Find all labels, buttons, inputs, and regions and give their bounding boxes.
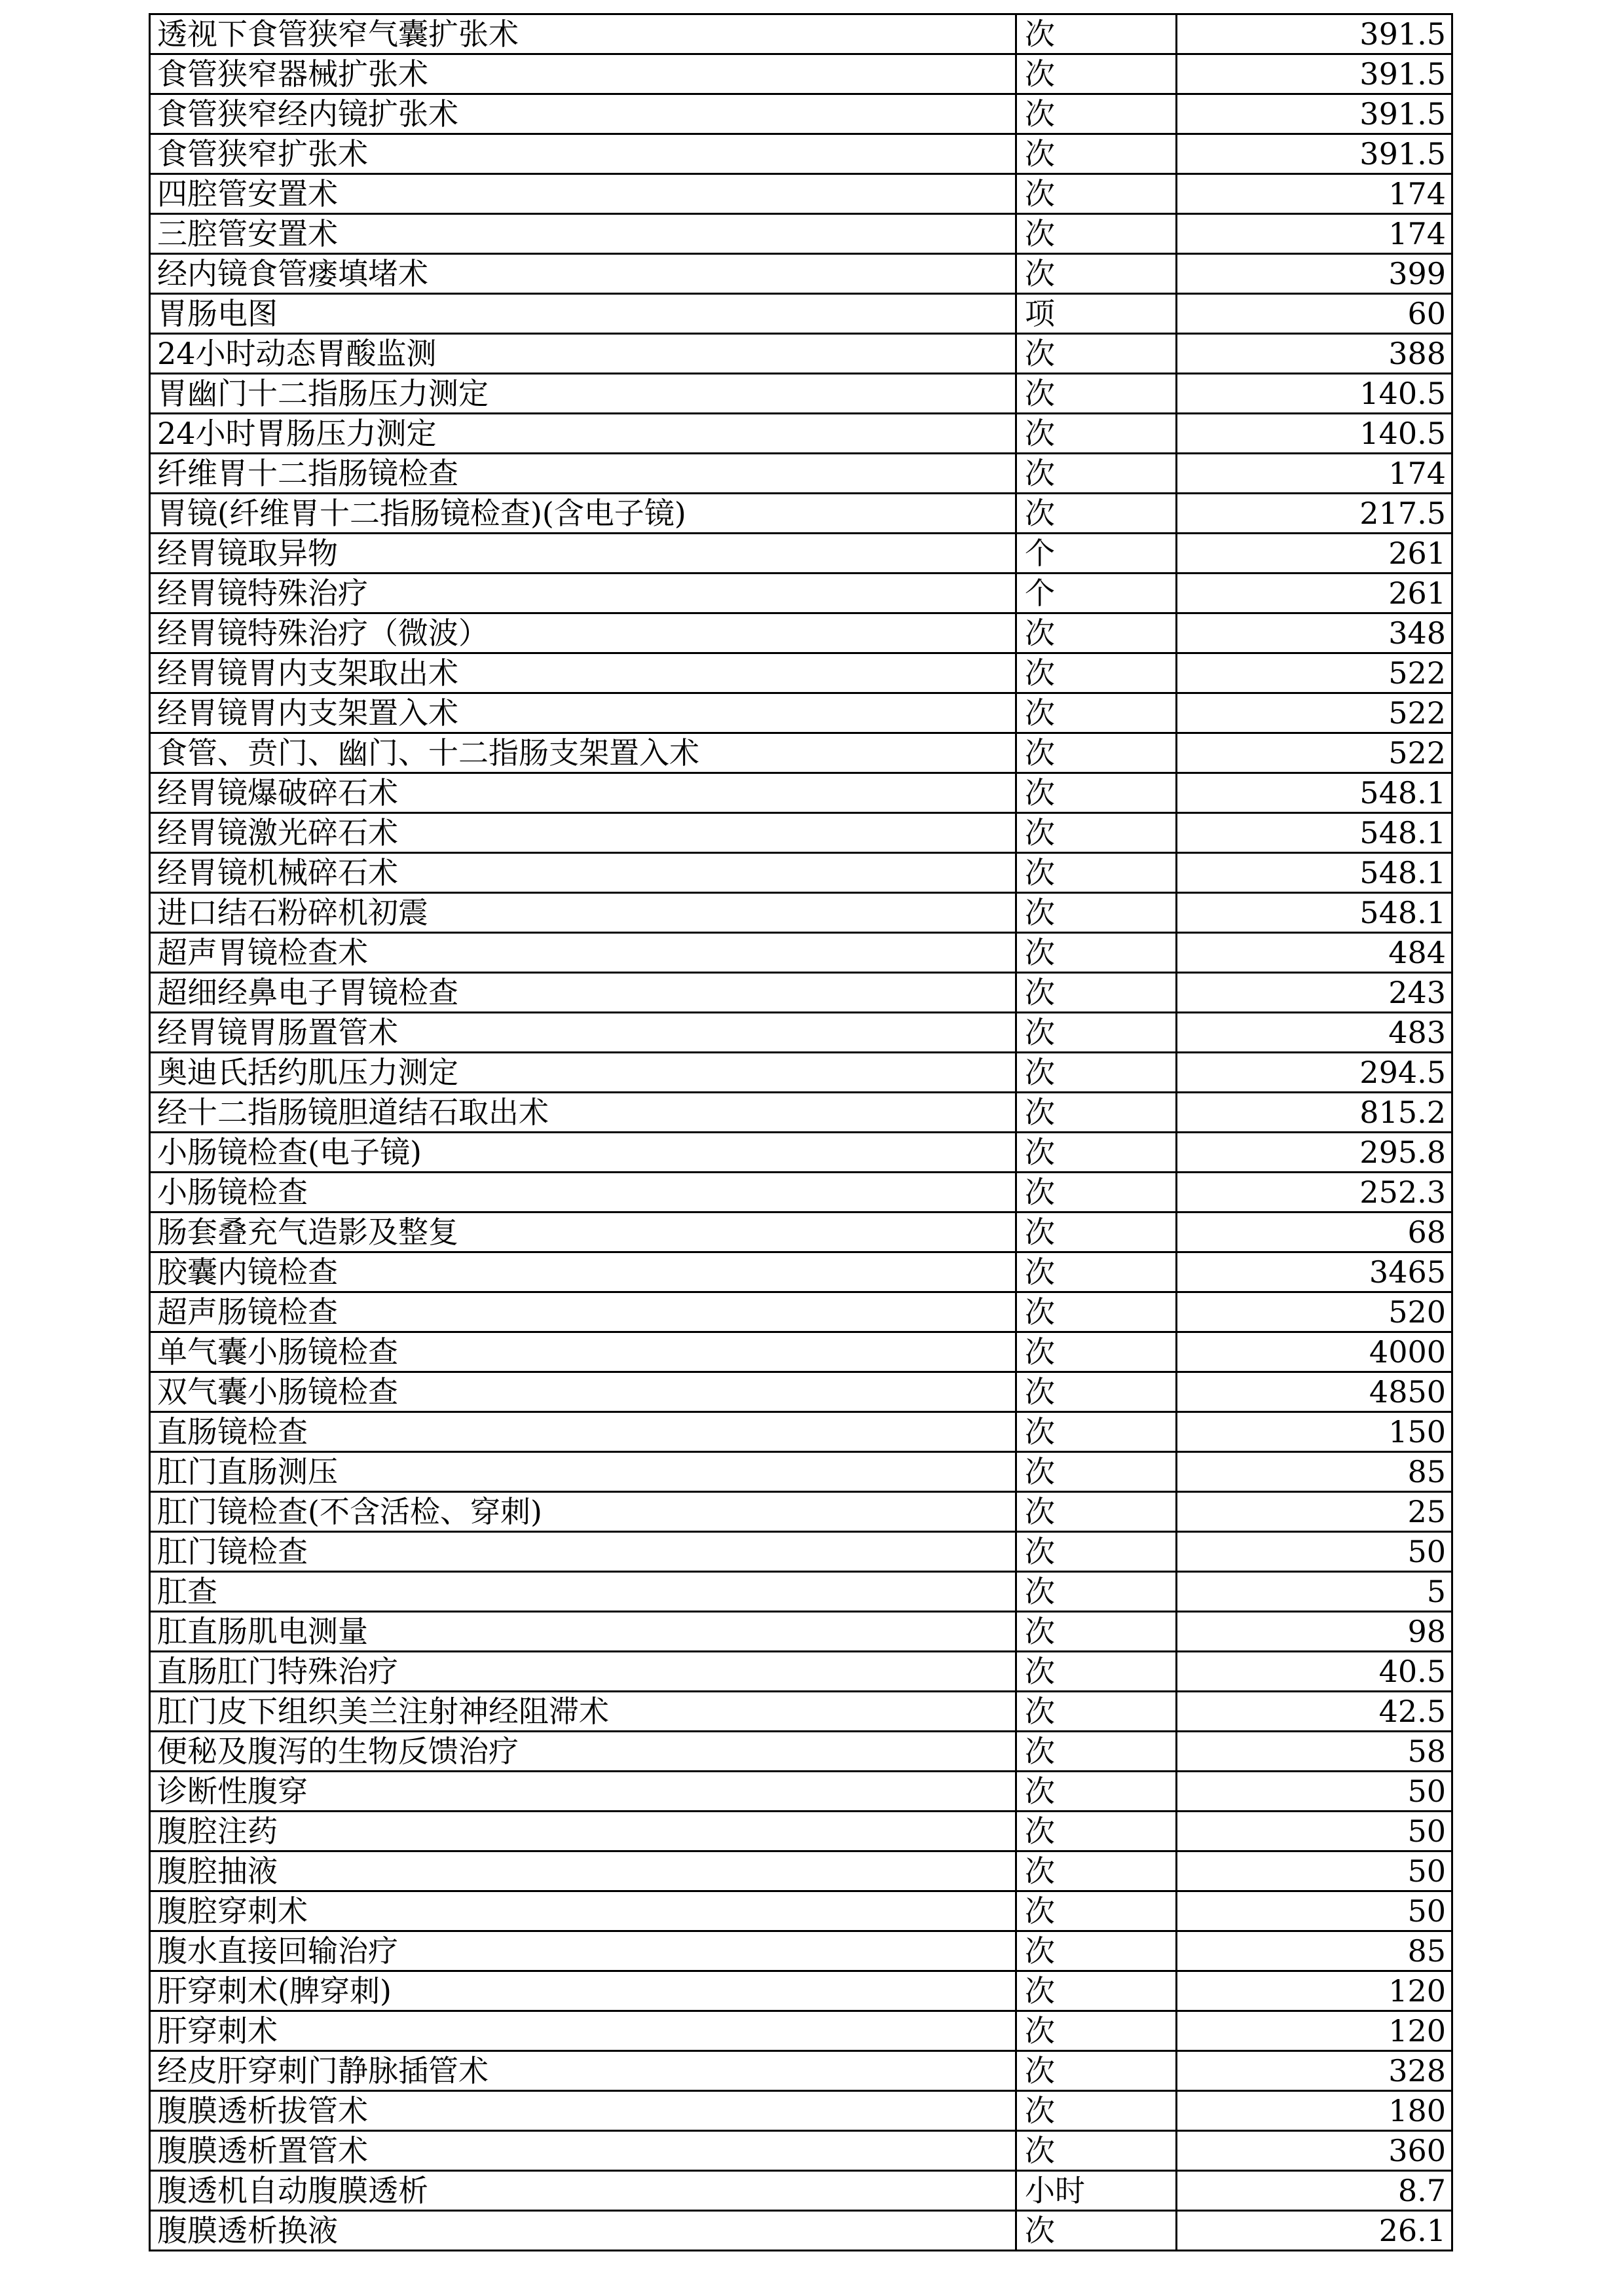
unit-cell: 次: [1016, 334, 1177, 374]
item-name-cell: 24小时胃肠压力测定: [150, 414, 1016, 454]
table-row: [150, 214, 1452, 254]
price-cell: 295.8: [1177, 1133, 1452, 1173]
price-cell: 388: [1177, 334, 1452, 374]
item-name-cell: 经胃镜激光碎石术: [150, 813, 1016, 853]
unit-cell: 次: [1016, 1732, 1177, 1772]
unit-cell: 次: [1016, 1652, 1177, 1692]
item-name-cell: 肠套叠充气造影及整复: [150, 1212, 1016, 1252]
item-name-cell: 肛门镜检查(不含活检、穿刺): [150, 1492, 1016, 1532]
unit-cell: 次: [1016, 1772, 1177, 1812]
unit-cell: 次: [1016, 2131, 1177, 2171]
table-row: [150, 454, 1452, 494]
item-name-cell: 便秘及腹泻的生物反馈治疗: [150, 1732, 1016, 1772]
table-row: [150, 254, 1452, 294]
unit-cell: 次: [1016, 2211, 1177, 2251]
table-row: [150, 1292, 1452, 1332]
unit-cell: 次: [1016, 1013, 1177, 1053]
table-row: [150, 294, 1452, 334]
item-name-cell: 经胃镜胃肠置管术: [150, 1013, 1016, 1053]
item-name-cell: 食管狭窄器械扩张术: [150, 54, 1016, 94]
unit-cell: 次: [1016, 933, 1177, 973]
table-body: [150, 14, 1452, 2251]
table-row: [150, 613, 1452, 653]
unit-cell: 次: [1016, 174, 1177, 214]
item-name-cell: 肝穿刺术: [150, 2011, 1016, 2051]
price-cell: 815.2: [1177, 1093, 1452, 1133]
item-name-cell: 奥迪氏括约肌压力测定: [150, 1053, 1016, 1093]
unit-cell: 次: [1016, 1292, 1177, 1332]
price-cell: 40.5: [1177, 1652, 1452, 1692]
price-cell: 399: [1177, 254, 1452, 294]
item-name-cell: 经胃镜胃内支架取出术: [150, 653, 1016, 693]
unit-cell: 次: [1016, 1692, 1177, 1732]
price-cell: 391.5: [1177, 54, 1452, 94]
table-row: [150, 2011, 1452, 2051]
unit-cell: 次: [1016, 1492, 1177, 1532]
table-row: [150, 1572, 1452, 1612]
table-row: [150, 2091, 1452, 2131]
item-name-cell: 超声肠镜检查: [150, 1292, 1016, 1332]
price-cell: 217.5: [1177, 494, 1452, 534]
price-table: [149, 13, 1453, 2251]
item-name-cell: 单气囊小肠镜检查: [150, 1332, 1016, 1372]
price-cell: 522: [1177, 693, 1452, 733]
price-cell: 120: [1177, 2011, 1452, 2051]
item-name-cell: 腹腔穿刺术: [150, 1891, 1016, 1931]
table-row: [150, 1971, 1452, 2011]
table-row: [150, 893, 1452, 933]
unit-cell: 次: [1016, 693, 1177, 733]
price-cell: 85: [1177, 1931, 1452, 1971]
table-row: [150, 1053, 1452, 1093]
unit-cell: 次: [1016, 1332, 1177, 1372]
unit-cell: 次: [1016, 1572, 1177, 1612]
item-name-cell: 肛门皮下组织美兰注射神经阻滞术: [150, 1692, 1016, 1732]
table-row: [150, 1772, 1452, 1812]
price-cell: 174: [1177, 214, 1452, 254]
price-cell: 50: [1177, 1851, 1452, 1891]
table-row: [150, 1412, 1452, 1452]
price-cell: 50: [1177, 1812, 1452, 1851]
table-row: [150, 813, 1452, 853]
price-cell: 243: [1177, 973, 1452, 1013]
unit-cell: 次: [1016, 733, 1177, 773]
unit-cell: 次: [1016, 1053, 1177, 1093]
table-row: [150, 174, 1452, 214]
table-row: [150, 574, 1452, 613]
table-row: [150, 2171, 1452, 2211]
unit-cell: 次: [1016, 1452, 1177, 1492]
unit-cell: 项: [1016, 294, 1177, 334]
price-cell: 85: [1177, 1452, 1452, 1492]
item-name-cell: 双气囊小肠镜检查: [150, 1372, 1016, 1412]
price-cell: 391.5: [1177, 94, 1452, 134]
price-cell: 522: [1177, 653, 1452, 693]
price-cell: 98: [1177, 1612, 1452, 1652]
table-row: [150, 1252, 1452, 1292]
item-name-cell: 小肠镜检查: [150, 1173, 1016, 1212]
price-cell: 68: [1177, 1212, 1452, 1252]
table-row: [150, 693, 1452, 733]
table-row: [150, 973, 1452, 1013]
table-row: [150, 1452, 1452, 1492]
unit-cell: 次: [1016, 813, 1177, 853]
unit-cell: 次: [1016, 2011, 1177, 2051]
unit-cell: 次: [1016, 1812, 1177, 1851]
price-cell: 483: [1177, 1013, 1452, 1053]
item-name-cell: 腹膜透析拔管术: [150, 2091, 1016, 2131]
table-row: [150, 1812, 1452, 1851]
item-name-cell: 直肠肛门特殊治疗: [150, 1652, 1016, 1692]
price-cell: 58: [1177, 1732, 1452, 1772]
price-cell: 328: [1177, 2051, 1452, 2091]
price-cell: 5: [1177, 1572, 1452, 1612]
unit-cell: 次: [1016, 1372, 1177, 1412]
table-row: [150, 2131, 1452, 2171]
table-row: [150, 853, 1452, 893]
price-cell: 180: [1177, 2091, 1452, 2131]
unit-cell: 次: [1016, 214, 1177, 254]
price-cell: 140.5: [1177, 414, 1452, 454]
price-cell: 50: [1177, 1891, 1452, 1931]
price-cell: 548.1: [1177, 813, 1452, 853]
item-name-cell: 经胃镜机械碎石术: [150, 853, 1016, 893]
item-name-cell: 肛门直肠测压: [150, 1452, 1016, 1492]
table-row: [150, 1093, 1452, 1133]
price-cell: 484: [1177, 933, 1452, 973]
table-row: [150, 2051, 1452, 2091]
item-name-cell: 肛门镜检查: [150, 1532, 1016, 1572]
unit-cell: 次: [1016, 1612, 1177, 1652]
item-name-cell: 胶囊内镜检查: [150, 1252, 1016, 1292]
item-name-cell: 经胃镜特殊治疗: [150, 574, 1016, 613]
item-name-cell: 直肠镜检查: [150, 1412, 1016, 1452]
unit-cell: 次: [1016, 1412, 1177, 1452]
item-name-cell: 食管狭窄经内镜扩张术: [150, 94, 1016, 134]
unit-cell: 次: [1016, 14, 1177, 54]
item-name-cell: 胃镜(纤维胃十二指肠镜检查)(含电子镜): [150, 494, 1016, 534]
table-row: [150, 1931, 1452, 1971]
price-cell: 548.1: [1177, 773, 1452, 813]
price-cell: 520: [1177, 1292, 1452, 1332]
table-row: [150, 1891, 1452, 1931]
price-cell: 8.7: [1177, 2171, 1452, 2211]
unit-cell: 次: [1016, 893, 1177, 933]
unit-cell: 次: [1016, 1532, 1177, 1572]
price-cell: 391.5: [1177, 14, 1452, 54]
table-row: [150, 1692, 1452, 1732]
table-row: [150, 14, 1452, 54]
item-name-cell: 肛查: [150, 1572, 1016, 1612]
table-row: [150, 933, 1452, 973]
price-cell: 261: [1177, 534, 1452, 574]
unit-cell: 次: [1016, 1891, 1177, 1931]
unit-cell: 次: [1016, 254, 1177, 294]
item-name-cell: 24小时动态胃酸监测: [150, 334, 1016, 374]
price-cell: 360: [1177, 2131, 1452, 2171]
item-name-cell: 肛直肠肌电测量: [150, 1612, 1016, 1652]
table-row: [150, 1133, 1452, 1173]
unit-cell: 次: [1016, 414, 1177, 454]
table-row: [150, 1173, 1452, 1212]
item-name-cell: 诊断性腹穿: [150, 1772, 1016, 1812]
table-row: [150, 374, 1452, 414]
price-cell: 548.1: [1177, 853, 1452, 893]
item-name-cell: 纤维胃十二指肠镜检查: [150, 454, 1016, 494]
unit-cell: 次: [1016, 1931, 1177, 1971]
table-row: [150, 494, 1452, 534]
unit-cell: 次: [1016, 1851, 1177, 1891]
table-row: [150, 134, 1452, 174]
item-name-cell: 经胃镜胃内支架置入术: [150, 693, 1016, 733]
price-cell: 25: [1177, 1492, 1452, 1532]
table-row: [150, 94, 1452, 134]
price-cell: 4000: [1177, 1332, 1452, 1372]
unit-cell: 个: [1016, 574, 1177, 613]
price-cell: 252.3: [1177, 1173, 1452, 1212]
unit-cell: 次: [1016, 1252, 1177, 1292]
item-name-cell: 超声胃镜检查术: [150, 933, 1016, 973]
unit-cell: 次: [1016, 613, 1177, 653]
item-name-cell: 进口结石粉碎机初震: [150, 893, 1016, 933]
item-name-cell: 腹透机自动腹膜透析: [150, 2171, 1016, 2211]
price-cell: 548.1: [1177, 893, 1452, 933]
price-cell: 174: [1177, 454, 1452, 494]
price-cell: 294.5: [1177, 1053, 1452, 1093]
unit-cell: 次: [1016, 653, 1177, 693]
unit-cell: 次: [1016, 853, 1177, 893]
item-name-cell: 经内镜食管瘘填堵术: [150, 254, 1016, 294]
unit-cell: 次: [1016, 54, 1177, 94]
table-row: [150, 1332, 1452, 1372]
price-cell: 261: [1177, 574, 1452, 613]
table-row: [150, 1372, 1452, 1412]
item-name-cell: 胃幽门十二指肠压力测定: [150, 374, 1016, 414]
item-name-cell: 四腔管安置术: [150, 174, 1016, 214]
price-cell: 26.1: [1177, 2211, 1452, 2251]
item-name-cell: 腹腔注药: [150, 1812, 1016, 1851]
price-cell: 50: [1177, 1772, 1452, 1812]
table-row: [150, 414, 1452, 454]
table-row: [150, 2211, 1452, 2251]
price-cell: 391.5: [1177, 134, 1452, 174]
item-name-cell: 超细经鼻电子胃镜检查: [150, 973, 1016, 1013]
unit-cell: 次: [1016, 454, 1177, 494]
item-name-cell: 肝穿刺术(脾穿刺): [150, 1971, 1016, 2011]
item-name-cell: 经胃镜特殊治疗（微波）: [150, 613, 1016, 653]
table-row: [150, 334, 1452, 374]
item-name-cell: 经胃镜爆破碎石术: [150, 773, 1016, 813]
item-name-cell: 经胃镜取异物: [150, 534, 1016, 574]
unit-cell: 次: [1016, 1173, 1177, 1212]
unit-cell: 次: [1016, 2051, 1177, 2091]
price-cell: 3465: [1177, 1252, 1452, 1292]
item-name-cell: 腹膜透析置管术: [150, 2131, 1016, 2171]
item-name-cell: 经皮肝穿刺门静脉插管术: [150, 2051, 1016, 2091]
price-cell: 4850: [1177, 1372, 1452, 1412]
unit-cell: 次: [1016, 1212, 1177, 1252]
table-row: [150, 653, 1452, 693]
item-name-cell: 胃肠电图: [150, 294, 1016, 334]
item-name-cell: 食管、贲门、幽门、十二指肠支架置入术: [150, 733, 1016, 773]
price-cell: 42.5: [1177, 1692, 1452, 1732]
table-row: [150, 733, 1452, 773]
table-row: [150, 1212, 1452, 1252]
unit-cell: 次: [1016, 2091, 1177, 2131]
table-row: [150, 1532, 1452, 1572]
unit-cell: 次: [1016, 134, 1177, 174]
table-row: [150, 1013, 1452, 1053]
table-row: [150, 1492, 1452, 1532]
table-row: [150, 534, 1452, 574]
price-cell: 522: [1177, 733, 1452, 773]
unit-cell: 个: [1016, 534, 1177, 574]
price-cell: 60: [1177, 294, 1452, 334]
unit-cell: 次: [1016, 94, 1177, 134]
item-name-cell: 小肠镜检查(电子镜): [150, 1133, 1016, 1173]
table-row: [150, 1612, 1452, 1652]
item-name-cell: 透视下食管狭窄气囊扩张术: [150, 14, 1016, 54]
table-row: [150, 1652, 1452, 1692]
item-name-cell: 食管狭窄扩张术: [150, 134, 1016, 174]
item-name-cell: 三腔管安置术: [150, 214, 1016, 254]
table-row: [150, 773, 1452, 813]
unit-cell: 次: [1016, 773, 1177, 813]
unit-cell: 次: [1016, 1093, 1177, 1133]
price-cell: 150: [1177, 1412, 1452, 1452]
unit-cell: 次: [1016, 494, 1177, 534]
item-name-cell: 腹腔抽液: [150, 1851, 1016, 1891]
unit-cell: 次: [1016, 973, 1177, 1013]
price-cell: 348: [1177, 613, 1452, 653]
price-cell: 140.5: [1177, 374, 1452, 414]
table-row: [150, 1851, 1452, 1891]
item-name-cell: 腹膜透析换液: [150, 2211, 1016, 2251]
table-row: [150, 1732, 1452, 1772]
price-cell: 120: [1177, 1971, 1452, 2011]
price-cell: 174: [1177, 174, 1452, 214]
unit-cell: 小时: [1016, 2171, 1177, 2211]
item-name-cell: 腹水直接回输治疗: [150, 1931, 1016, 1971]
unit-cell: 次: [1016, 1133, 1177, 1173]
unit-cell: 次: [1016, 374, 1177, 414]
table-row: [150, 54, 1452, 94]
unit-cell: 次: [1016, 1971, 1177, 2011]
item-name-cell: 经十二指肠镜胆道结石取出术: [150, 1093, 1016, 1133]
price-cell: 50: [1177, 1532, 1452, 1572]
